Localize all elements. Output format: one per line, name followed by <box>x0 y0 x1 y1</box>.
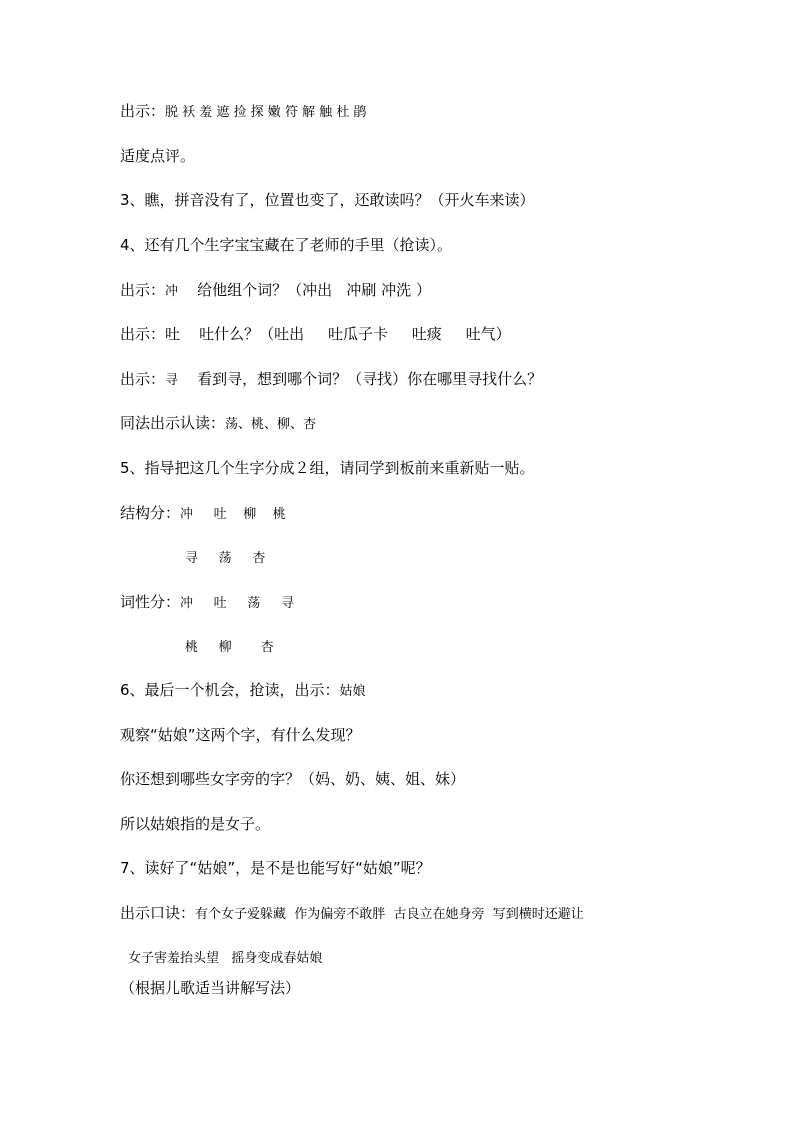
character-list: 脱 袄 羞 遮 捡 探 嫩 符 解 触 杜 鹃 <box>165 105 367 120</box>
line-comment: 适度点评。 <box>120 147 196 165</box>
rhyme-text: 有个女子爱躲藏 作为偏旁不敢胖 古良立在她身旁 写到横时还避让 <box>195 907 584 922</box>
line-rest: 看到寻，想到哪个词？（寻找）你在哪里寻找什么？ <box>178 370 543 388</box>
character: 寻 <box>165 373 179 388</box>
line-structure-group-2 <box>185 547 265 569</box>
line-structure-group-1 <box>120 503 286 525</box>
rhyme-text: 女子害羞抬头望 摇身变成春姑娘 <box>128 951 323 966</box>
line-prefix: 6、最后一个机会，抢读，出示： <box>120 681 340 699</box>
line-prefix: 出示口诀： <box>120 904 196 922</box>
line-prefix: 结构分： <box>120 504 181 522</box>
character-list: 冲 吐 荡 寻 <box>180 596 295 611</box>
line-step-3: 3、瞧，拼音没有了，位置也变了，还敢读吗？（开火车来读） <box>120 191 535 209</box>
character: 冲 <box>165 284 179 299</box>
character-list: 寻 荡 杏 <box>185 551 266 566</box>
line-prefix: 词性分： <box>120 593 181 611</box>
line-prefix: 出示： <box>120 370 166 388</box>
character-list: 桃 柳 杏 <box>185 640 274 655</box>
line-rhyme-1 <box>120 903 584 925</box>
line-prefix: 同法出示认读： <box>120 414 226 432</box>
line-part-of-speech-group-2 <box>185 636 274 658</box>
character-list: 姑娘 <box>339 684 366 699</box>
line-same-method <box>120 413 316 435</box>
line-show-tu <box>120 324 511 344</box>
line-rest: 给他组个词？（冲出 冲刷 冲洗 ） <box>178 281 431 299</box>
line-prefix: 出示： <box>120 102 166 120</box>
character-list: 荡、桃、柳、杏 <box>225 417 317 432</box>
line-radical-words: 你还想到哪些女字旁的字？（妈、奶、姨、姐、妹） <box>120 770 466 788</box>
line-show-characters <box>120 101 366 123</box>
line-show-chong <box>120 280 431 302</box>
character-list: 冲 吐 柳 桃 <box>180 507 286 522</box>
line-rhyme-2 <box>128 947 322 969</box>
line-prefix: 出示： <box>120 325 166 343</box>
line-rest: 吐什么？（吐出 吐瓜子卡 吐痰 吐气） <box>180 325 511 343</box>
line-step-4: 4、还有几个生字宝宝藏在了老师的手里（抢读）。 <box>120 236 453 254</box>
line-step-6 <box>120 680 366 702</box>
line-meaning: 所以姑娘指的是女子。 <box>120 815 271 833</box>
line-note: （根据儿歌适当讲解写法） <box>120 979 301 997</box>
line-observe: 观察“姑娘”这两个字，有什么发现？ <box>120 726 361 744</box>
line-prefix: 出示： <box>120 281 166 299</box>
line-step-5: 5、指导把这几个生字分成２组，请同学到板前来重新贴一贴。 <box>120 459 535 477</box>
line-step-7: 7、读好了“姑娘”，是不是也能写好“姑娘”呢？ <box>120 859 431 877</box>
line-part-of-speech-group-1 <box>120 592 294 614</box>
line-show-xun <box>120 369 542 391</box>
character: 吐 <box>165 325 181 343</box>
